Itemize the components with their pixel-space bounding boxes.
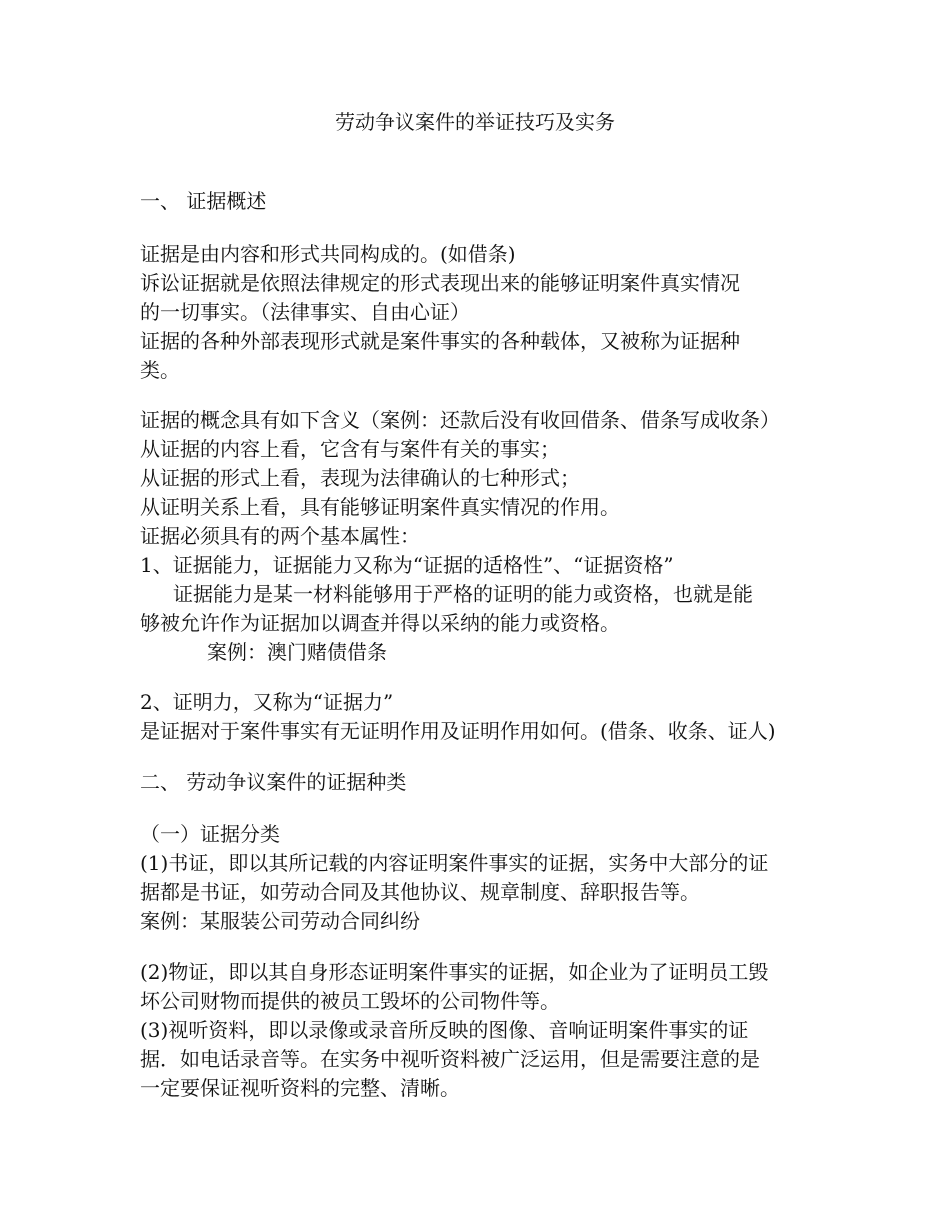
paragraph-line: 证据是由内容和形式共同构成的。(如借条)	[140, 242, 516, 266]
paragraph-line: 坏公司财物而提供的被员工毁坏的公司物件等。	[140, 989, 560, 1013]
paragraph-line: 证据的概念具有如下含义（案例：还款后没有收回借条、借条写成收条）	[140, 408, 780, 432]
paragraph-line: 1、证据能力，证据能力又称为“证据的适格性”、“证据资格”	[140, 553, 674, 577]
paragraph-line: (1)书证，即以其所记载的内容证明案件事实的证据，实务中大部分的证	[140, 851, 769, 875]
paragraph-line: 证据的各种外部表现形式就是案件事实的各种载体，又被称为证据种	[140, 329, 740, 353]
paragraph-line: 从证据的内容上看，它含有与案件有关的事实；	[140, 437, 560, 461]
paragraph-line: 从证明关系上看，具有能够证明案件真实情况的作用。	[140, 495, 620, 519]
paragraph-line: 证据能力是某一材料能够用于严格的证明的能力或资格，也就是能	[173, 582, 753, 606]
paragraph-line: 2、证明力，又称为“证据力”	[140, 690, 394, 714]
paragraph-line: 够被允许作为证据加以调查并得以采纳的能力或资格。	[140, 611, 620, 635]
paragraph-line: 一定要保证视听资料的完整、清晰。	[140, 1076, 460, 1100]
paragraph-line: 从证据的形式上看，表现为法律确认的七种形式；	[140, 466, 580, 490]
paragraph-line: 诉讼证据就是依照法律规定的形式表现出来的能够证明案件真实情况	[140, 271, 740, 295]
case-example-line: 案例：某服装公司劳动合同纠纷	[140, 909, 420, 933]
paragraph-line: (3)视听资料，即以录像或录音所反映的图像、音响证明案件事实的证	[140, 1018, 749, 1042]
paragraph-line: 据．如电话录音等。在实务中视听资料被广泛运用，但是需要注意的是	[140, 1047, 760, 1071]
subsection-heading: （一）证据分类	[140, 822, 280, 846]
section-heading: 一、 证据概述	[140, 189, 267, 213]
case-example-line: 案例：澳门赌债借条	[207, 640, 387, 664]
paragraph-line: 的一切事实。（法律事实、自由心证）	[140, 300, 470, 324]
paragraph-line: 是证据对于案件事实有无证明作用及证明作用如何。(借条、收条、证人)	[140, 719, 776, 743]
paragraph-line: 据都是书证，如劳动合同及其他协议、规章制度、辞职报告等。	[140, 880, 700, 904]
paragraph-line: 证据必须具有的两个基本属性：	[140, 524, 420, 548]
paragraph-line: (2)物证，即以其自身形态证明案件事实的证据，如企业为了证明员工毁	[140, 960, 769, 984]
document-title: 劳动争议案件的举证技巧及实务	[335, 110, 615, 134]
section-heading: 二、 劳动争议案件的证据种类	[140, 770, 407, 794]
paragraph-line: 类。	[140, 358, 180, 382]
